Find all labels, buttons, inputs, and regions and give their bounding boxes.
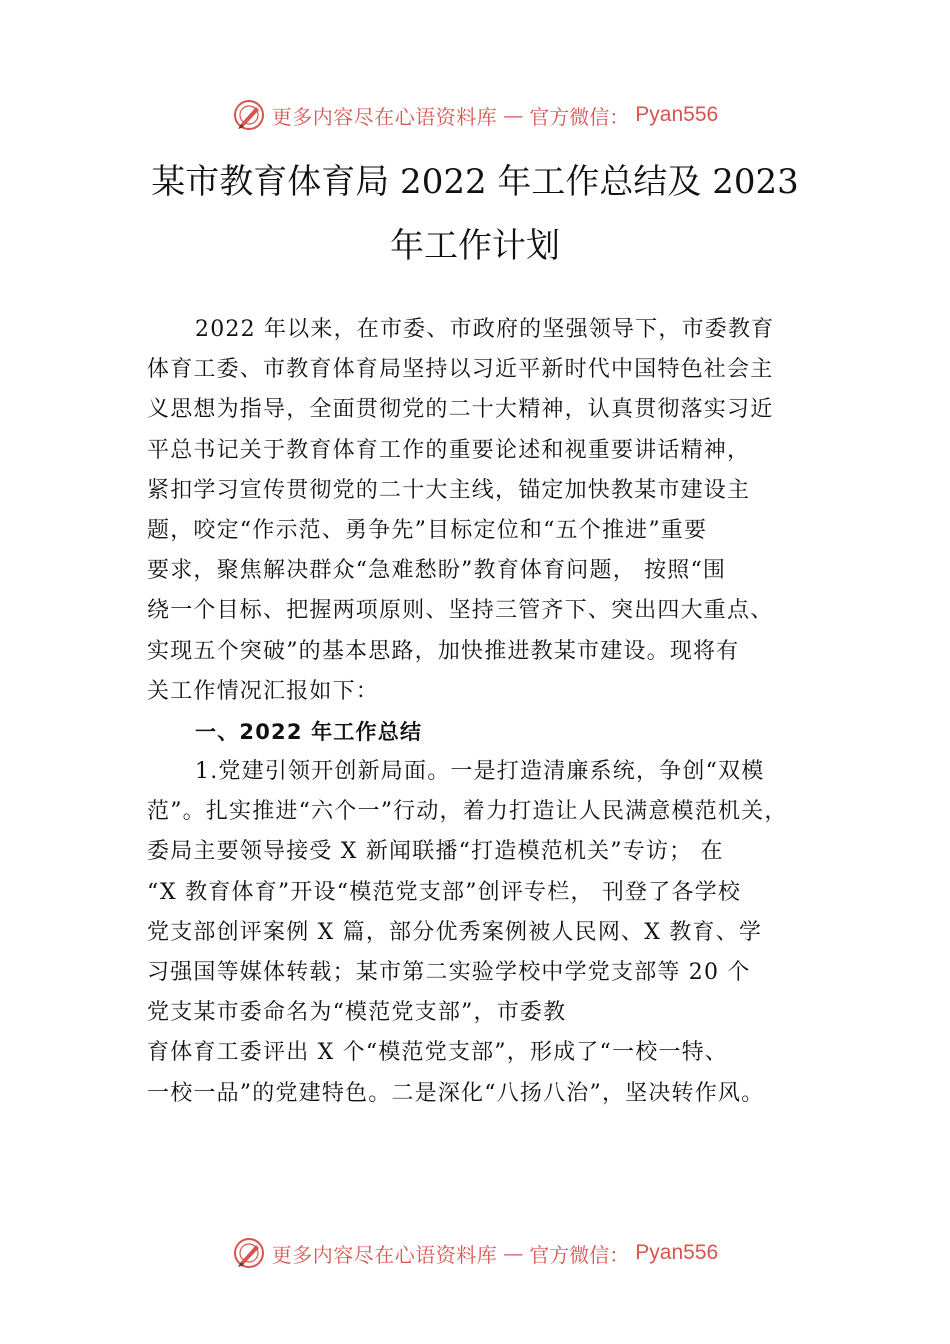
body-line: 紧扣学习宣传贯彻党的二十大主线，锚定加快教某市建设主	[147, 477, 751, 503]
body-line: 1.党建引领开创新局面。一是打造清廉系统，争创“双模	[195, 759, 765, 785]
body-line: 委局主要领导接受 X 新闻联播“打造模范机关”专访； 在	[147, 839, 724, 865]
body-line: 平总书记关于教育体育工作的重要论述和视重要讲话精神，	[147, 437, 751, 463]
body-line: 题，咬定“作示范、勇争先”目标定位和“五个推进”重要	[147, 517, 708, 543]
watermark-wechat-label: 官方微信：	[529, 104, 630, 129]
pen-seal-icon	[232, 98, 266, 132]
watermark-wechat-label: 官方微信：	[529, 1242, 630, 1267]
body-line: 关工作情况汇报如下：	[147, 678, 380, 704]
watermark-wechat-id: Pyan556	[635, 1241, 719, 1264]
body-line: 一校一品”的党建特色。二是深化“八扬八治”，坚决转作风。	[147, 1080, 765, 1106]
watermark-dash: —	[503, 103, 524, 127]
body-line: “X 教育体育”开设“模范党支部”创评专栏， 刊登了各学校	[147, 879, 742, 905]
body-line: 习强国等媒体转载；某市第二实验学校中学党支部等 20 个	[147, 960, 751, 985]
body-line: 义思想为指导，全面贯彻党的二十大精神，认真贯彻落实习近	[147, 397, 774, 423]
body-line: 绕一个目标、把握两项原则、坚持三管齐下、突出四大重点、	[147, 598, 774, 624]
document-title-line-2: 年工作计划	[390, 226, 560, 266]
watermark-text: 更多内容尽在心语资料库	[271, 104, 498, 129]
body-line: 实现五个突破”的基本思路，加快推进教某市建设。现将有	[147, 638, 740, 664]
watermark-text: 更多内容尽在心语资料库	[271, 1242, 498, 1267]
document-title-line-1: 某市教育体育局 2022 年工作总结及 2023	[151, 162, 799, 202]
body-line: 党支某市委命名为“模范党支部”，市委教	[147, 1000, 567, 1026]
body-line: 体育工委、市教育体育局坚持以习近平新时代中国特色社会主	[147, 357, 774, 383]
body-line: 要求，聚焦解决群众“急难愁盼”教育体育问题， 按照“围	[147, 558, 727, 584]
section-heading: 一、2022 年工作总结	[195, 719, 423, 744]
watermark-dash: —	[503, 1241, 524, 1265]
body-line: 育体育工委评出 X 个“模范党支部”，形成了“一校一特、	[147, 1040, 728, 1066]
body-line: 2022 年以来，在市委、市政府的坚强领导下，市委教育	[195, 317, 775, 342]
pen-seal-icon	[232, 1236, 266, 1270]
body-line: 党支部创评案例 X 篇，部分优秀案例被人民网、X 教育、学	[147, 919, 763, 945]
watermark-wechat-id: Pyan556	[635, 103, 719, 126]
document-body	[147, 310, 827, 1114]
watermark-banner-top	[0, 95, 950, 135]
body-line: 范”。扎实推进“六个一”行动，着力打造让人民满意模范机关，	[147, 799, 788, 825]
watermark-banner-bottom	[0, 1233, 950, 1273]
